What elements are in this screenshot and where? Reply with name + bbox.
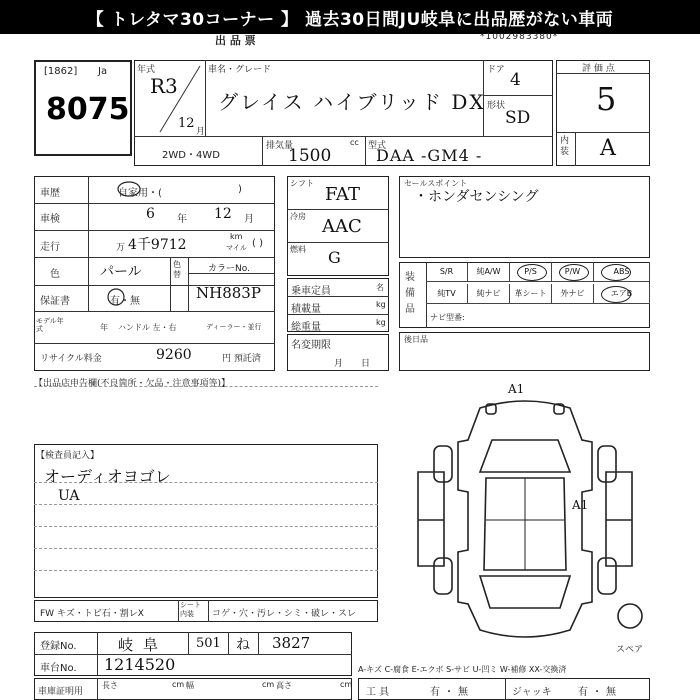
equipment-item: 純ナビ — [468, 284, 510, 304]
equipment-item: 外ナビ — [552, 284, 594, 304]
registration-office: 岐阜 — [118, 636, 169, 654]
warranty-circle — [106, 287, 126, 307]
damage-code-legend: A-キズ C-腐食 E-エクボ S-サビ U-凹ミ W-補修 XX-交換済 — [358, 665, 567, 674]
history-value: 自家用・( — [118, 188, 162, 199]
chassis-value: 1214520 — [104, 655, 176, 674]
model-year-label: モデル年式 — [36, 317, 64, 333]
inspection-year-unit: 年 — [177, 214, 187, 225]
chassis-label: 車台No. — [40, 663, 77, 674]
mileage-mile: マイル — [226, 244, 247, 252]
spare-label: スペア — [616, 645, 644, 655]
jack-value: 有・無 — [578, 687, 620, 698]
handle-label: ハンドル 左・右 — [118, 323, 177, 332]
inspector-note-1: オーディオヨゴレ — [44, 467, 171, 486]
lot-number: 8075 — [46, 92, 130, 127]
dealer-label: ディーラー・並行 — [206, 323, 262, 331]
corner-suffix: Ja — [98, 66, 108, 77]
mileage-value: 4千9712 — [128, 237, 187, 253]
interior-label: 内装 — [560, 136, 570, 157]
score-label: 評 価 点 — [582, 64, 615, 74]
inspection-month: 12 — [214, 206, 232, 222]
mileage-paren: ( ) — [252, 238, 263, 249]
fuel-label: 燃料 — [290, 245, 306, 254]
banner: 【 トレタマ30コーナー 】 過去30日間JU岐阜に出品歴がない車両 — [0, 0, 700, 34]
equipment-selected-ring — [559, 264, 589, 281]
load-unit: kg — [376, 300, 386, 309]
year-label: 年式 — [137, 65, 156, 75]
barcode-number: *1002983380* — [480, 32, 559, 42]
shift-label: シフト — [290, 179, 314, 188]
fuel-value: G — [328, 248, 341, 267]
equipment-item: P/S — [510, 262, 552, 282]
equipment-item: 純TV — [426, 284, 468, 304]
title-change-unit: 月日 — [334, 359, 389, 369]
doors-value: 4 — [510, 70, 521, 90]
capacity-label: 乗車定員 — [291, 286, 331, 297]
cert-height-label: 高さ — [276, 681, 292, 690]
shape-label: 形状 — [487, 101, 506, 111]
history-close: ) — [238, 184, 242, 195]
ac-value: AAC — [322, 216, 362, 237]
seat-description: コゲ・穴・汚レ・シミ・破レ・スレ — [212, 609, 357, 619]
title-change-label: 名変期限 — [291, 340, 331, 351]
tools-label: 工 具 — [366, 687, 390, 698]
car-name-label: 車名・グレード — [208, 65, 272, 75]
tools-value: 有・無 — [430, 687, 472, 698]
color-code: NH883P — [196, 284, 261, 302]
registration-kana: ね — [236, 637, 250, 653]
seat-label: シート内装 — [180, 601, 201, 618]
sales-point-label: セールスポイント — [404, 179, 468, 188]
cert-height-cm: cm — [340, 680, 353, 689]
gross-unit: kg — [376, 318, 386, 327]
inspection-year: 6 — [146, 206, 155, 222]
mileage-label: 走行 — [40, 242, 60, 253]
doors-label: ドア — [487, 65, 505, 75]
equipment-item: ABS — [594, 262, 650, 282]
displacement-label: 排気量 — [266, 141, 294, 151]
inspector-note-2: UA — [58, 488, 80, 504]
cert-long-cm: cm — [172, 680, 185, 689]
score-value: 5 — [596, 80, 617, 118]
warranty-label: 保証書 — [40, 296, 70, 307]
shape-value: SD — [505, 108, 531, 128]
equipment-selected-ring — [517, 264, 547, 281]
corner-code: [1862] — [44, 66, 78, 77]
navi-model-label: ナビ型番: — [430, 313, 465, 322]
mileage-km: km — [230, 232, 243, 241]
year-month-unit: 月 — [196, 127, 206, 137]
year-era: R3 — [150, 74, 178, 98]
car-damage-diagram — [400, 380, 650, 660]
notes-label: 後日品 — [404, 335, 428, 344]
notes-box — [399, 332, 650, 371]
inspection-month-unit: 月 — [244, 214, 254, 225]
cert-width-cm: cm — [262, 680, 275, 689]
registration-class: 501 — [196, 636, 221, 651]
inspector-label: 【検査員記入】 — [36, 451, 100, 461]
equipment-label: 装備品 — [405, 272, 415, 315]
inspection-label: 車検 — [40, 214, 60, 225]
displacement-unit: cc — [350, 138, 359, 147]
equipment-selected-ring — [601, 264, 631, 281]
history-label: 車歴 — [40, 188, 60, 199]
lot-box — [34, 60, 132, 156]
displacement-value: 1500 — [288, 146, 332, 166]
cert-long-label: 長さ — [102, 681, 118, 690]
cert-width-label: 幅 — [186, 681, 194, 690]
car-name: グレイス ハイブリッド DX — [218, 90, 486, 114]
model-value: DAA -GM4 - — [376, 146, 483, 165]
jack-label: ジャッキ — [512, 687, 552, 698]
interior-value: A — [600, 136, 616, 161]
registration-label: 登録No. — [40, 641, 77, 652]
shift-value: FAT — [325, 184, 360, 205]
equipment-selected-ring — [601, 286, 631, 303]
capacity-unit: 名 — [376, 283, 384, 292]
mileage-man: 万 — [116, 243, 126, 253]
color-change-label: 色替 — [173, 260, 181, 279]
certificate-label: 車庫証明用 — [38, 687, 84, 697]
model-year-unit: 年 — [100, 323, 108, 332]
recycle-value: 9260 — [156, 347, 192, 363]
load-label: 積載量 — [291, 304, 321, 315]
gross-label: 総重量 — [291, 322, 321, 333]
color-code-label: カラーNo. — [208, 264, 250, 274]
ac-label: 冷房 — [290, 212, 306, 221]
seller-notes-label: 【出品店申告欄(不良箇所・欠品・注意事項等)】 — [34, 379, 231, 389]
equipment-item: 革シート — [510, 284, 552, 304]
seller-notes-area — [34, 386, 378, 426]
equipment-item: S/R — [426, 262, 468, 282]
registration-number: 3827 — [272, 634, 311, 652]
sheet-title: 出 品 票 — [215, 34, 256, 47]
sales-point-value: ・ホンダセンシング — [414, 189, 539, 205]
year-divider — [140, 60, 205, 136]
model-label: 型式 — [368, 141, 387, 151]
equipment-item: 純A/W — [468, 262, 510, 282]
color-value: パール — [100, 264, 142, 280]
equipment-item: P/W — [552, 262, 594, 282]
year-month: 12 — [178, 116, 195, 131]
warranty-value: 有・無 — [110, 296, 140, 307]
front-damage-mark: A1 — [508, 382, 525, 396]
drive-options: 2WD・4WD — [162, 150, 220, 161]
fw-label: FW キズ・トビ石・割レX — [40, 609, 144, 619]
equipment-item: エアB — [594, 284, 650, 304]
side-damage-mark: A1 — [572, 498, 589, 512]
recycle-label: リサイクル料金 — [40, 354, 102, 364]
recycle-unit: 円 預託済 — [222, 354, 261, 364]
history-circle — [116, 180, 142, 198]
color-label: 色 — [50, 269, 60, 280]
